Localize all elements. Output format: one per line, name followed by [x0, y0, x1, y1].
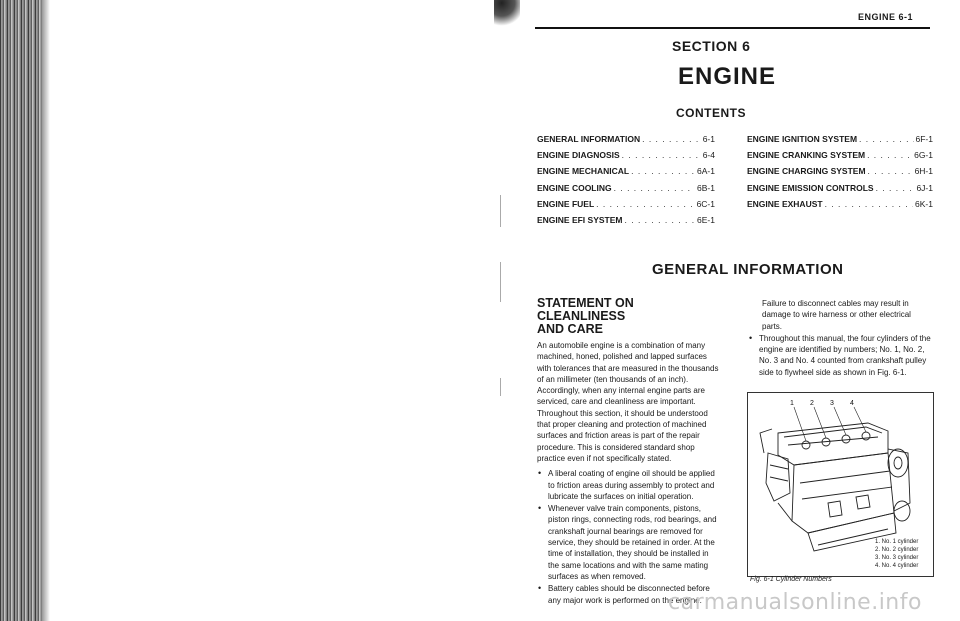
- page-label: ENGINE 6-1: [858, 12, 914, 22]
- toc-entry[interactable]: ENGINE COOLING . . . 6B-1: [537, 180, 715, 196]
- section-title: ENGINE: [678, 63, 777, 90]
- toc-entry[interactable]: GENERAL INFORMATION . . . 6-1: [537, 131, 715, 147]
- legend-item: 2. No. 2 cylinder: [875, 547, 919, 553]
- scan-binding-edge: [0, 0, 42, 621]
- legend-item: 1. No. 1 cylinder: [875, 539, 919, 545]
- bullet-item: • Battery cables should be disconnected before any major work is performed on the engine.: [537, 583, 721, 606]
- header-rule: [535, 27, 930, 29]
- callout-4: 4: [850, 400, 854, 407]
- scan-corner-artifact: [494, 0, 520, 30]
- callout-1: 1: [790, 400, 794, 407]
- toc-entry[interactable]: ENGINE MECHANICAL . . . 6A-1: [537, 163, 715, 179]
- statement-heading-line-2: AND CARE: [537, 322, 603, 336]
- gutter-mark: [500, 262, 501, 302]
- contents-heading: CONTENTS: [676, 106, 746, 120]
- toc-entry[interactable]: ENGINE FUEL . . . 6C-1: [537, 196, 715, 212]
- legend-item: 4. No. 4 cylinder: [875, 563, 919, 569]
- bullet-item: • Throughout this manual, the four cylinders of the engine are identified by numbers; No. 1, No. 2, No. 3 and No. 4 counted from crankshaft pulley side to flywheel side as shown in Fig. 6-1.: [748, 333, 933, 378]
- left-text-column: [537, 297, 721, 607]
- statement-heading: [537, 297, 721, 336]
- toc-entry[interactable]: ENGINE EFI SYSTEM . . . 6E-1: [537, 212, 715, 228]
- callout-2: 2: [810, 400, 814, 407]
- bullet-list-left: [537, 468, 721, 606]
- continuation-paragraph: Failure to disconnect cables may result in damage to wire harness or other electrical parts.: [762, 299, 911, 331]
- bullet-item: • A liberal coating of engine oil should be applied to friction areas during assembly to protect and lubricate the surfaces on initial operation.: [537, 468, 721, 502]
- toc-entry[interactable]: ENGINE IGNITION SYSTEM . . . 6F-1: [747, 131, 933, 147]
- section-number: SECTION 6: [672, 38, 751, 54]
- toc-entry[interactable]: ENGINE CHARGING SYSTEM . . . 6H-1: [747, 163, 933, 179]
- scan-binding-fade: [42, 0, 50, 621]
- figure-legend: [875, 538, 918, 570]
- general-information-heading: GENERAL INFORMATION: [652, 261, 844, 278]
- bullet-list-right: [748, 333, 933, 378]
- toc-entry[interactable]: ENGINE DIAGNOSIS . . . 6-4: [537, 147, 715, 163]
- toc-entry[interactable]: ENGINE CRANKING SYSTEM . . . 6G-1: [747, 147, 933, 163]
- figure-caption: Fig. 6-1 Cylinder Numbers: [750, 576, 832, 583]
- legend-item: 3. No. 3 cylinder: [875, 555, 919, 561]
- callout-3: 3: [830, 400, 834, 407]
- gutter-mark: [500, 195, 501, 227]
- bullet-item: • Whenever valve train components, pistons, piston rings, connecting rods, rod bearings, and crankshaft journal bearings are removed for service, they should be retained in order. At the time of installation, they should be installed in the same locations and with the same mating surfaces as when removed.: [537, 503, 721, 582]
- toc-entry[interactable]: ENGINE EMISSION CONTROLS . . . 6J-1: [747, 180, 933, 196]
- right-text-column: [748, 298, 933, 379]
- watermark[interactable]: carmanualsonline.info: [668, 590, 922, 615]
- intro-paragraph: An automobile engine is a combination of many machined, honed, polished and lapped surfaces with tolerances that are measured in the thousands of an millimeter (ten thousands of an inch). Accordingly, when any internal engine parts are serviced, care and cleanliness are important. Throughout this section, it should be understood that proper cleaning and protection of machined surfaces and friction areas is part of the repair procedure. This is considered standard shop practice even if not specifically stated.: [537, 341, 719, 463]
- toc-left-column: [537, 131, 715, 228]
- statement-heading-line-1: STATEMENT ON CLEANLINESS: [537, 296, 634, 323]
- toc-entry[interactable]: ENGINE EXHAUST . . . 6K-1: [747, 196, 933, 212]
- gutter-mark: [500, 378, 501, 396]
- toc-right-column: [747, 131, 933, 212]
